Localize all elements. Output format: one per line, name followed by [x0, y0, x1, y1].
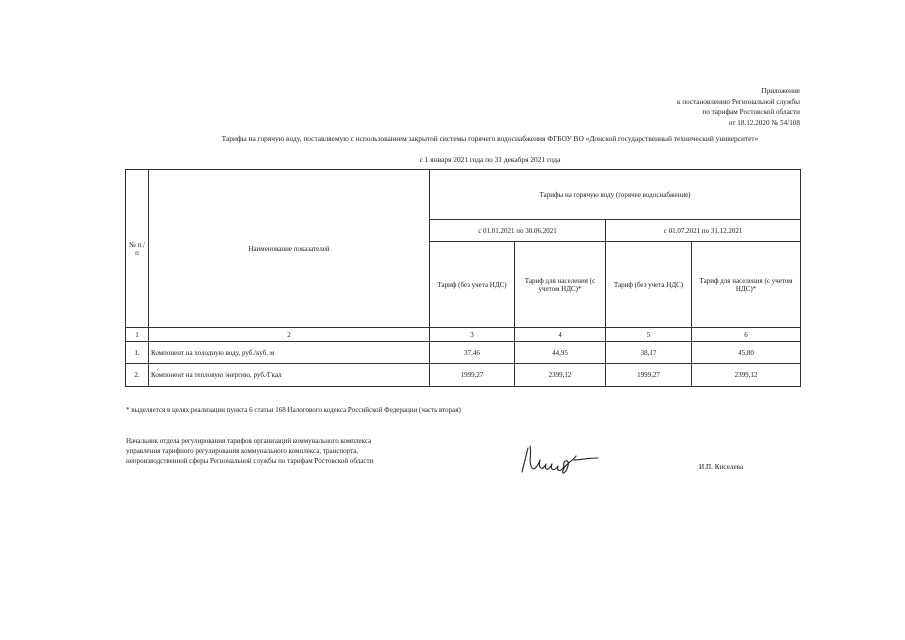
row-value: 44,95	[515, 342, 606, 364]
appendix-line: от 18.12.2020 № 54/108	[728, 118, 800, 127]
appendix-line: по тарифам Ростовской области	[702, 108, 800, 116]
table-row	[126, 364, 801, 387]
header-period-2: с 01.07.2021 по 31.12.2021	[606, 220, 801, 242]
header-name: Наименование показателей	[149, 170, 430, 328]
row-number: 2.	[126, 364, 149, 387]
document-title: Тарифы на горячую воду, поставляемую с использованием закрытой системы горячего водоснабжения ФГБОУ ВО «Донской государственный технический университет»	[221, 134, 759, 143]
index-cell: 4	[515, 328, 606, 342]
row-value: 1999,27	[430, 364, 515, 387]
row-name: Компонент на тепловую энергию, руб./Гкал	[149, 364, 430, 387]
row-value: 37,46	[430, 342, 515, 364]
header-tariff-no-vat-1: Тариф (без учета НДС)	[430, 242, 515, 328]
handwritten-signature	[518, 438, 608, 478]
header-tariff-group: Тарифы на горячую воду (горячее водоснабжение)	[430, 170, 801, 220]
row-value: 1999,27	[606, 364, 692, 387]
appendix-block	[677, 86, 800, 128]
header-tariff-no-vat-2: Тариф (без учета НДС)	[606, 242, 692, 328]
row-value: 45,80	[692, 342, 801, 364]
row-name: Компонент на холодную воду, руб./куб. м	[149, 342, 430, 364]
index-cell: 1	[126, 328, 149, 342]
appendix-line: Приложение	[761, 87, 800, 95]
table-row	[126, 342, 801, 364]
row-value: 38,17	[606, 342, 692, 364]
header-number: № п /п	[126, 170, 149, 328]
index-cell: 3	[430, 328, 515, 342]
header-tariff-population-1: Тариф для населения (с учетом НДС)*	[515, 242, 606, 328]
index-cell: 2	[149, 328, 430, 342]
official-line: управления тарифного регулирования коммунального комплекса, транспорта,	[126, 447, 359, 455]
index-cell: 5	[606, 328, 692, 342]
footnote: * выделяется в целях реализации пункта 6 статьи 168 Налогового кодекса Российской Федерации (часть вторая)	[126, 406, 461, 414]
header-period-1: с 01.01.2021 по 30.06.2021	[430, 220, 606, 242]
row-value: 2399,12	[692, 364, 801, 387]
appendix-line: к постановлению Региональной службы	[676, 97, 800, 106]
official-line: Начальник отдела регулирования тарифов организаций коммунального комплекса	[126, 437, 372, 445]
signer-name: И.П. Киселева	[699, 463, 744, 471]
index-cell: 6	[692, 328, 801, 342]
document-period: с 1 января 2021 года по 31 декабря 2021 года	[419, 155, 561, 164]
row-value: 2399,12	[515, 364, 606, 387]
official-line: непроизводственной сферы Региональной службы по тарифам Ростовской области	[126, 457, 374, 465]
tariff-table	[125, 169, 801, 387]
official-position	[126, 436, 373, 466]
header-tariff-population-2: Тариф для населения (с учетом НДС)*	[692, 242, 801, 328]
index-row	[126, 328, 801, 342]
signature-stroke	[522, 446, 598, 473]
row-number: 1.	[126, 342, 149, 364]
